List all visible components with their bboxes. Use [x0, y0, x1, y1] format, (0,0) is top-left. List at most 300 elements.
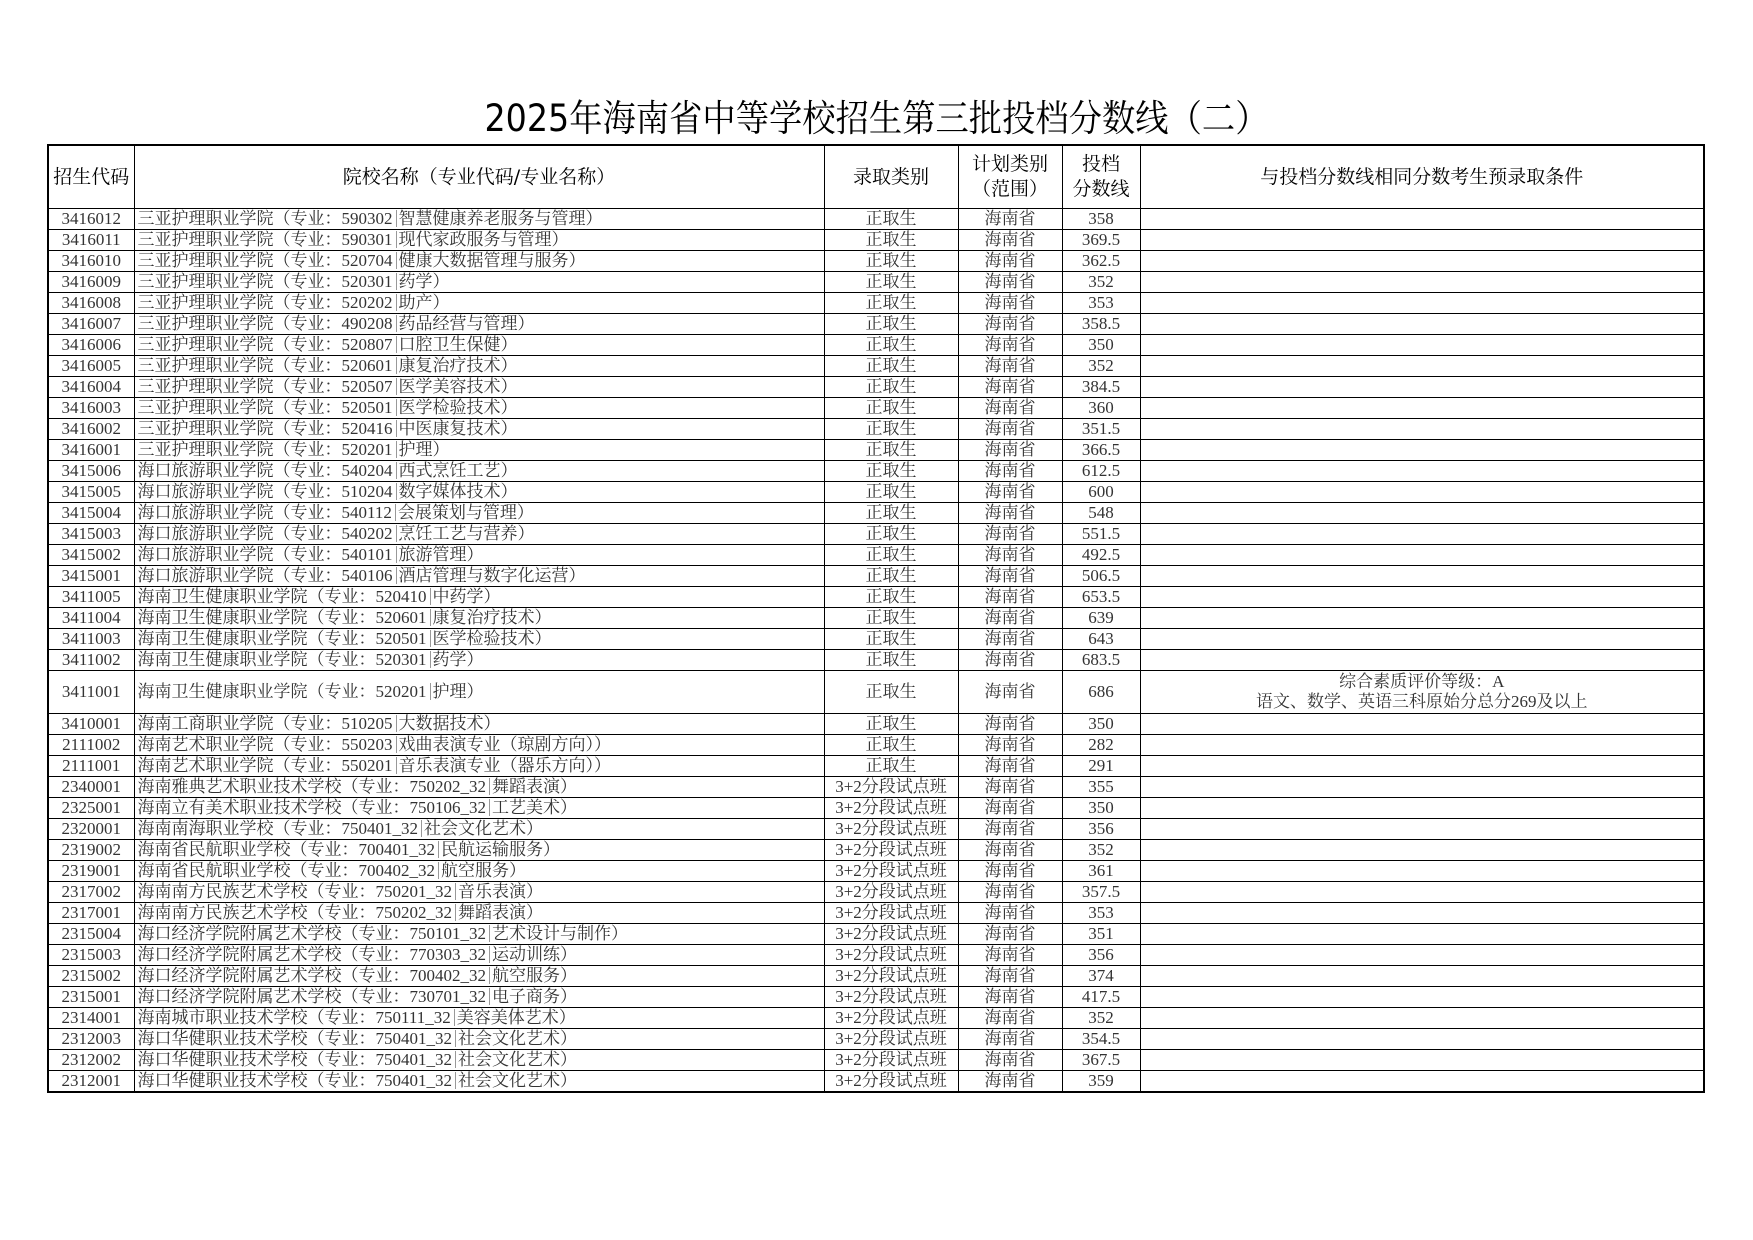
cell-score-line: 384.5 [1062, 377, 1140, 398]
cell-admission-category: 正取生 [824, 419, 958, 440]
cell-plan-category: 海南省 [958, 903, 1062, 924]
cell-plan-category: 海南省 [958, 735, 1062, 756]
separator [455, 1051, 456, 1068]
cell-school-name [134, 545, 824, 566]
cell-score-line: 612.5 [1062, 461, 1140, 482]
cell-tie-condition [1140, 545, 1704, 566]
cell-plan-category: 海南省 [958, 840, 1062, 861]
table-row [48, 1050, 1704, 1071]
school-and-major-code: 海口旅游职业学院（专业：540106 [137, 566, 393, 585]
separator [430, 609, 431, 626]
school-and-major-code: 三亚护理职业学院（专业：520501 [137, 398, 393, 417]
cell-enrollment-code: 3416007 [48, 314, 134, 335]
separator [489, 967, 490, 984]
major-name: 医学检验技术） [432, 629, 552, 648]
major-name: 运动训练） [492, 945, 577, 964]
school-and-major-code: 海口经济学院附属艺术学校（专业：730701_32 [137, 987, 486, 1006]
cell-tie-condition [1140, 650, 1704, 671]
major-name: 健康大数据管理与服务） [398, 251, 586, 270]
separator [438, 862, 439, 879]
cell-school-name [134, 230, 824, 251]
major-name: 护理） [432, 682, 484, 701]
cell-school-name [134, 777, 824, 798]
header-admission-category: 录取类别 [824, 145, 958, 209]
separator [438, 841, 439, 858]
major-name: 社会文化艺术） [424, 819, 543, 838]
separator [430, 630, 431, 647]
cell-enrollment-code: 3416003 [48, 398, 134, 419]
cell-school-name [134, 945, 824, 966]
cell-tie-condition [1140, 1050, 1704, 1071]
major-name: 医学检验技术） [398, 398, 518, 417]
cell-school-name [134, 1071, 824, 1093]
cell-tie-condition [1140, 251, 1704, 272]
cell-admission-category: 3+2分段试点班 [824, 1008, 958, 1029]
cell-school-name [134, 398, 824, 419]
cell-enrollment-code: 3416004 [48, 377, 134, 398]
cell-admission-category: 3+2分段试点班 [824, 924, 958, 945]
cell-tie-condition [1140, 377, 1704, 398]
separator [396, 378, 397, 395]
separator [396, 399, 397, 416]
cell-admission-category: 正取生 [824, 356, 958, 377]
separator [455, 883, 456, 900]
table-row [48, 230, 1704, 251]
cell-admission-category: 正取生 [824, 503, 958, 524]
major-name: 舞蹈表演） [492, 777, 577, 796]
separator [455, 904, 456, 921]
cell-tie-condition [1140, 587, 1704, 608]
cell-plan-category: 海南省 [958, 987, 1062, 1008]
cell-admission-category: 正取生 [824, 314, 958, 335]
cell-admission-category: 3+2分段试点班 [824, 966, 958, 987]
table-row [48, 1008, 1704, 1029]
cell-plan-category: 海南省 [958, 798, 1062, 819]
cell-school-name [134, 1008, 824, 1029]
cell-score-line: 352 [1062, 272, 1140, 293]
cell-score-line: 352 [1062, 840, 1140, 861]
cell-score-line: 551.5 [1062, 524, 1140, 545]
cell-plan-category: 海南省 [958, 209, 1062, 230]
school-and-major-code: 海口旅游职业学院（专业：540101 [137, 545, 393, 564]
cell-tie-condition [1140, 524, 1704, 545]
major-name: 智慧健康养老服务与管理） [398, 209, 603, 228]
separator [455, 1072, 456, 1089]
cell-score-line: 683.5 [1062, 650, 1140, 671]
table-row [48, 735, 1704, 756]
cell-plan-category: 海南省 [958, 251, 1062, 272]
cell-plan-category: 海南省 [958, 293, 1062, 314]
cell-enrollment-code: 3411004 [48, 608, 134, 629]
separator [396, 462, 397, 479]
cell-plan-category: 海南省 [958, 356, 1062, 377]
cell-enrollment-code: 3416001 [48, 440, 134, 461]
school-and-major-code: 海口华健职业技术学校（专业：750401_32 [137, 1071, 452, 1090]
cell-tie-condition [1140, 1071, 1704, 1093]
header-plan-line2: （范围） [971, 178, 1048, 200]
cell-score-line: 356 [1062, 819, 1140, 840]
cell-score-line: 350 [1062, 798, 1140, 819]
cell-admission-category: 正取生 [824, 251, 958, 272]
separator [489, 988, 490, 1005]
table-row [48, 356, 1704, 377]
cell-plan-category: 海南省 [958, 924, 1062, 945]
major-name: 药学） [398, 272, 450, 291]
major-name: 医学美容技术） [398, 377, 518, 396]
cell-admission-category: 正取生 [824, 377, 958, 398]
major-name: 助产） [398, 293, 450, 312]
cell-enrollment-code: 3415002 [48, 545, 134, 566]
cell-tie-condition [1140, 629, 1704, 650]
cell-admission-category: 3+2分段试点班 [824, 945, 958, 966]
cell-plan-category: 海南省 [958, 629, 1062, 650]
separator [489, 925, 490, 942]
separator [489, 778, 490, 795]
cell-admission-category: 3+2分段试点班 [824, 840, 958, 861]
cell-enrollment-code: 2312001 [48, 1071, 134, 1093]
school-and-major-code: 海南城市职业技术学校（专业：750111_32 [137, 1008, 451, 1027]
cell-score-line: 600 [1062, 482, 1140, 503]
school-and-major-code: 海南卫生健康职业学院（专业：520410 [137, 587, 427, 606]
table-row [48, 461, 1704, 482]
table-header-row [48, 145, 1704, 209]
cell-tie-condition [1140, 945, 1704, 966]
table-row [48, 777, 1704, 798]
cell-score-line: 358.5 [1062, 314, 1140, 335]
cell-tie-condition [1140, 461, 1704, 482]
cell-school-name [134, 861, 824, 882]
cell-tie-condition [1140, 566, 1704, 587]
table-row [48, 419, 1704, 440]
cell-admission-category: 正取生 [824, 608, 958, 629]
cell-enrollment-code: 3416010 [48, 251, 134, 272]
separator [396, 252, 397, 269]
cell-admission-category: 3+2分段试点班 [824, 819, 958, 840]
cell-score-line: 639 [1062, 608, 1140, 629]
cell-admission-category: 正取生 [824, 629, 958, 650]
cell-admission-category: 正取生 [824, 230, 958, 251]
major-name: 数字媒体技术） [398, 482, 518, 501]
cell-enrollment-code: 3410001 [48, 714, 134, 735]
cell-tie-condition [1140, 840, 1704, 861]
cell-school-name [134, 419, 824, 440]
school-and-major-code: 三亚护理职业学院（专业：520601 [137, 356, 393, 375]
cell-tie-condition [1140, 966, 1704, 987]
separator [396, 231, 397, 248]
cell-school-name [134, 566, 824, 587]
cell-school-name [134, 503, 824, 524]
separator [395, 504, 396, 521]
cell-plan-category: 海南省 [958, 398, 1062, 419]
cell-admission-category: 正取生 [824, 587, 958, 608]
cell-school-name [134, 314, 824, 335]
school-and-major-code: 三亚护理职业学院（专业：520807 [137, 335, 393, 354]
separator [396, 336, 397, 353]
cell-plan-category: 海南省 [958, 503, 1062, 524]
cell-enrollment-code: 2340001 [48, 777, 134, 798]
table-row [48, 587, 1704, 608]
cell-plan-category: 海南省 [958, 335, 1062, 356]
school-and-major-code: 海口华健职业技术学校（专业：750401_32 [137, 1029, 452, 1048]
school-and-major-code: 海南南方民族艺术学校（专业：750201_32 [137, 882, 452, 901]
major-name: 药品经营与管理） [398, 314, 535, 333]
separator [430, 588, 431, 605]
table-row [48, 756, 1704, 777]
tie-condition-line1: 综合素质评价等级：A [1339, 672, 1505, 691]
cell-plan-category: 海南省 [958, 230, 1062, 251]
cell-plan-category: 海南省 [958, 461, 1062, 482]
cell-enrollment-code: 2325001 [48, 798, 134, 819]
cell-enrollment-code: 3415005 [48, 482, 134, 503]
cell-tie-condition [1140, 398, 1704, 419]
header-tie-condition: 与投档分数线相同分数考生预录取条件 [1140, 145, 1704, 209]
cell-plan-category: 海南省 [958, 314, 1062, 335]
cell-enrollment-code: 3415001 [48, 566, 134, 587]
school-and-major-code: 三亚护理职业学院（专业：520507 [137, 377, 393, 396]
page-title: 2025年海南省中等学校招生第三批投档分数线（二） [484, 97, 1269, 140]
cell-school-name [134, 987, 824, 1008]
school-and-major-code: 海南卫生健康职业学院（专业：520601 [137, 608, 427, 627]
cell-tie-condition [1140, 756, 1704, 777]
table-row [48, 440, 1704, 461]
cell-school-name [134, 1029, 824, 1050]
school-and-major-code: 海口旅游职业学院（专业：540204 [137, 461, 393, 480]
cell-enrollment-code: 2320001 [48, 819, 134, 840]
cell-admission-category: 3+2分段试点班 [824, 903, 958, 924]
cell-school-name [134, 209, 824, 230]
cell-score-line: 362.5 [1062, 251, 1140, 272]
cell-plan-category: 海南省 [958, 482, 1062, 503]
cell-tie-condition [1140, 924, 1704, 945]
cell-admission-category: 正取生 [824, 209, 958, 230]
cell-enrollment-code: 3411002 [48, 650, 134, 671]
school-and-major-code: 三亚护理职业学院（专业：520202 [137, 293, 393, 312]
cell-plan-category: 海南省 [958, 566, 1062, 587]
separator [396, 525, 397, 542]
major-name: 西式烹饪工艺） [398, 461, 518, 480]
cell-plan-category: 海南省 [958, 545, 1062, 566]
table-row [48, 335, 1704, 356]
school-and-major-code: 三亚护理职业学院（专业：520301 [137, 272, 393, 291]
cell-score-line: 351.5 [1062, 419, 1140, 440]
school-and-major-code: 海口旅游职业学院（专业：540112 [137, 503, 392, 522]
cell-enrollment-code: 3415004 [48, 503, 134, 524]
cell-score-line: 353 [1062, 293, 1140, 314]
school-and-major-code: 海南省民航职业学校（专业：700401_32 [137, 840, 435, 859]
cell-plan-category: 海南省 [958, 440, 1062, 461]
cell-score-line: 357.5 [1062, 882, 1140, 903]
table-row [48, 209, 1704, 230]
cell-tie-condition [1140, 230, 1704, 251]
cell-enrollment-code: 3416006 [48, 335, 134, 356]
cell-plan-category: 海南省 [958, 714, 1062, 735]
table-row [48, 293, 1704, 314]
separator [396, 567, 397, 584]
cell-plan-category: 海南省 [958, 419, 1062, 440]
cell-plan-category: 海南省 [958, 1071, 1062, 1093]
school-and-major-code: 三亚护理职业学院（专业：490208 [137, 314, 393, 333]
school-and-major-code: 海南卫生健康职业学院（专业：520201 [137, 682, 427, 701]
cell-score-line: 291 [1062, 756, 1140, 777]
cell-admission-category: 3+2分段试点班 [824, 798, 958, 819]
cell-score-line: 366.5 [1062, 440, 1140, 461]
cell-enrollment-code: 2317001 [48, 903, 134, 924]
cell-score-line: 653.5 [1062, 587, 1140, 608]
major-name: 康复治疗技术） [398, 356, 518, 375]
separator [421, 820, 422, 837]
header-score-line [1062, 145, 1140, 209]
cell-score-line: 643 [1062, 629, 1140, 650]
cell-school-name [134, 356, 824, 377]
cell-tie-condition [1140, 608, 1704, 629]
table-row [48, 798, 1704, 819]
cell-admission-category: 正取生 [824, 524, 958, 545]
cell-tie-condition [1140, 671, 1704, 714]
cell-school-name [134, 482, 824, 503]
table-row [48, 377, 1704, 398]
separator [396, 294, 397, 311]
cell-tie-condition [1140, 314, 1704, 335]
cell-admission-category: 正取生 [824, 398, 958, 419]
cell-score-line: 506.5 [1062, 566, 1140, 587]
cell-enrollment-code: 3415003 [48, 524, 134, 545]
cell-school-name [134, 251, 824, 272]
table-row [48, 987, 1704, 1008]
table-row [48, 903, 1704, 924]
separator [396, 441, 397, 458]
table-row [48, 545, 1704, 566]
cell-admission-category: 正取生 [824, 272, 958, 293]
cell-enrollment-code: 2315004 [48, 924, 134, 945]
cell-plan-category: 海南省 [958, 587, 1062, 608]
major-name: 现代家政服务与管理） [398, 230, 569, 249]
separator [396, 757, 397, 774]
cell-admission-category: 正取生 [824, 440, 958, 461]
cell-enrollment-code: 2315003 [48, 945, 134, 966]
separator [396, 483, 397, 500]
header-plan-line1: 计划类别 [971, 153, 1048, 175]
major-name: 康复治疗技术） [432, 608, 552, 627]
cell-score-line: 361 [1062, 861, 1140, 882]
cell-school-name [134, 524, 824, 545]
tie-condition-line2: 语文、数学、英语三科原始分总分269及以上 [1256, 692, 1588, 711]
major-name: 美容美体艺术） [456, 1008, 576, 1027]
cell-enrollment-code: 3411003 [48, 629, 134, 650]
major-name: 口腔卫生保健） [398, 335, 518, 354]
school-and-major-code: 海口经济学院附属艺术学校（专业：750101_32 [137, 924, 486, 943]
major-name: 舞蹈表演） [458, 903, 543, 922]
cell-tie-condition [1140, 335, 1704, 356]
cell-score-line: 350 [1062, 714, 1140, 735]
cell-enrollment-code: 2312003 [48, 1029, 134, 1050]
separator [396, 420, 397, 437]
school-and-major-code: 海口旅游职业学院（专业：540202 [137, 524, 393, 543]
table-row [48, 314, 1704, 335]
cell-plan-category: 海南省 [958, 756, 1062, 777]
table-row [48, 819, 1704, 840]
school-and-major-code: 海南雅典艺术职业技术学校（专业：750202_32 [137, 777, 486, 796]
cell-school-name [134, 335, 824, 356]
cell-enrollment-code: 2315002 [48, 966, 134, 987]
school-and-major-code: 海口经济学院附属艺术学校（专业：770303_32 [137, 945, 486, 964]
table-row [48, 924, 1704, 945]
major-name: 会展策划与管理） [397, 503, 534, 522]
cell-enrollment-code: 2319001 [48, 861, 134, 882]
cell-score-line: 358 [1062, 209, 1140, 230]
cell-plan-category: 海南省 [958, 861, 1062, 882]
table-row [48, 714, 1704, 735]
major-name: 药学） [432, 650, 484, 669]
cell-tie-condition [1140, 503, 1704, 524]
cell-enrollment-code: 3416008 [48, 293, 134, 314]
cell-plan-category: 海南省 [958, 671, 1062, 714]
cell-tie-condition [1140, 440, 1704, 461]
cell-tie-condition [1140, 861, 1704, 882]
cell-school-name [134, 966, 824, 987]
cell-score-line: 350 [1062, 335, 1140, 356]
cell-school-name [134, 882, 824, 903]
school-and-major-code: 海南艺术职业学院（专业：550203 [137, 735, 393, 754]
cell-score-line: 374 [1062, 966, 1140, 987]
cell-tie-condition [1140, 356, 1704, 377]
cell-plan-category: 海南省 [958, 1008, 1062, 1029]
school-and-major-code: 海南南方民族艺术学校（专业：750202_32 [137, 903, 452, 922]
school-and-major-code: 海南立有美术职业技术学校（专业：750106_32 [137, 798, 486, 817]
cell-score-line: 359 [1062, 1071, 1140, 1093]
table-row [48, 272, 1704, 293]
separator [430, 651, 431, 668]
cell-score-line: 369.5 [1062, 230, 1140, 251]
header-plan-category [958, 145, 1062, 209]
school-and-major-code: 海南省民航职业学校（专业：700402_32 [137, 861, 435, 880]
major-name: 中医康复技术） [398, 419, 518, 438]
major-name: 社会文化艺术） [458, 1050, 577, 1069]
cell-score-line: 492.5 [1062, 545, 1140, 566]
table-row [48, 251, 1704, 272]
cell-admission-category: 正取生 [824, 293, 958, 314]
school-and-major-code: 三亚护理职业学院（专业：520416 [137, 419, 393, 438]
header-enrollment-code: 招生代码 [48, 145, 134, 209]
cell-tie-condition [1140, 1008, 1704, 1029]
cell-enrollment-code: 2315001 [48, 987, 134, 1008]
major-name: 中药学） [432, 587, 501, 606]
school-and-major-code: 海南卫生健康职业学院（专业：520501 [137, 629, 427, 648]
cell-admission-category: 正取生 [824, 714, 958, 735]
cell-score-line: 352 [1062, 356, 1140, 377]
major-name: 音乐表演） [458, 882, 543, 901]
cell-score-line: 353 [1062, 903, 1140, 924]
header-score-line2: 分数线 [1072, 178, 1130, 200]
cell-tie-condition [1140, 735, 1704, 756]
cell-plan-category: 海南省 [958, 966, 1062, 987]
separator [396, 546, 397, 563]
cell-school-name [134, 819, 824, 840]
table-row [48, 503, 1704, 524]
cell-school-name [134, 272, 824, 293]
cell-tie-condition [1140, 482, 1704, 503]
table-row [48, 524, 1704, 545]
cell-enrollment-code: 2314001 [48, 1008, 134, 1029]
table-row [48, 608, 1704, 629]
major-name: 酒店管理与数字化运营） [398, 566, 586, 585]
cell-tie-condition [1140, 1029, 1704, 1050]
school-and-major-code: 海南艺术职业学院（专业：550201 [137, 756, 393, 775]
major-name: 旅游管理） [398, 545, 484, 564]
table-row [48, 840, 1704, 861]
table-row [48, 398, 1704, 419]
cell-enrollment-code: 2319002 [48, 840, 134, 861]
cell-tie-condition [1140, 798, 1704, 819]
